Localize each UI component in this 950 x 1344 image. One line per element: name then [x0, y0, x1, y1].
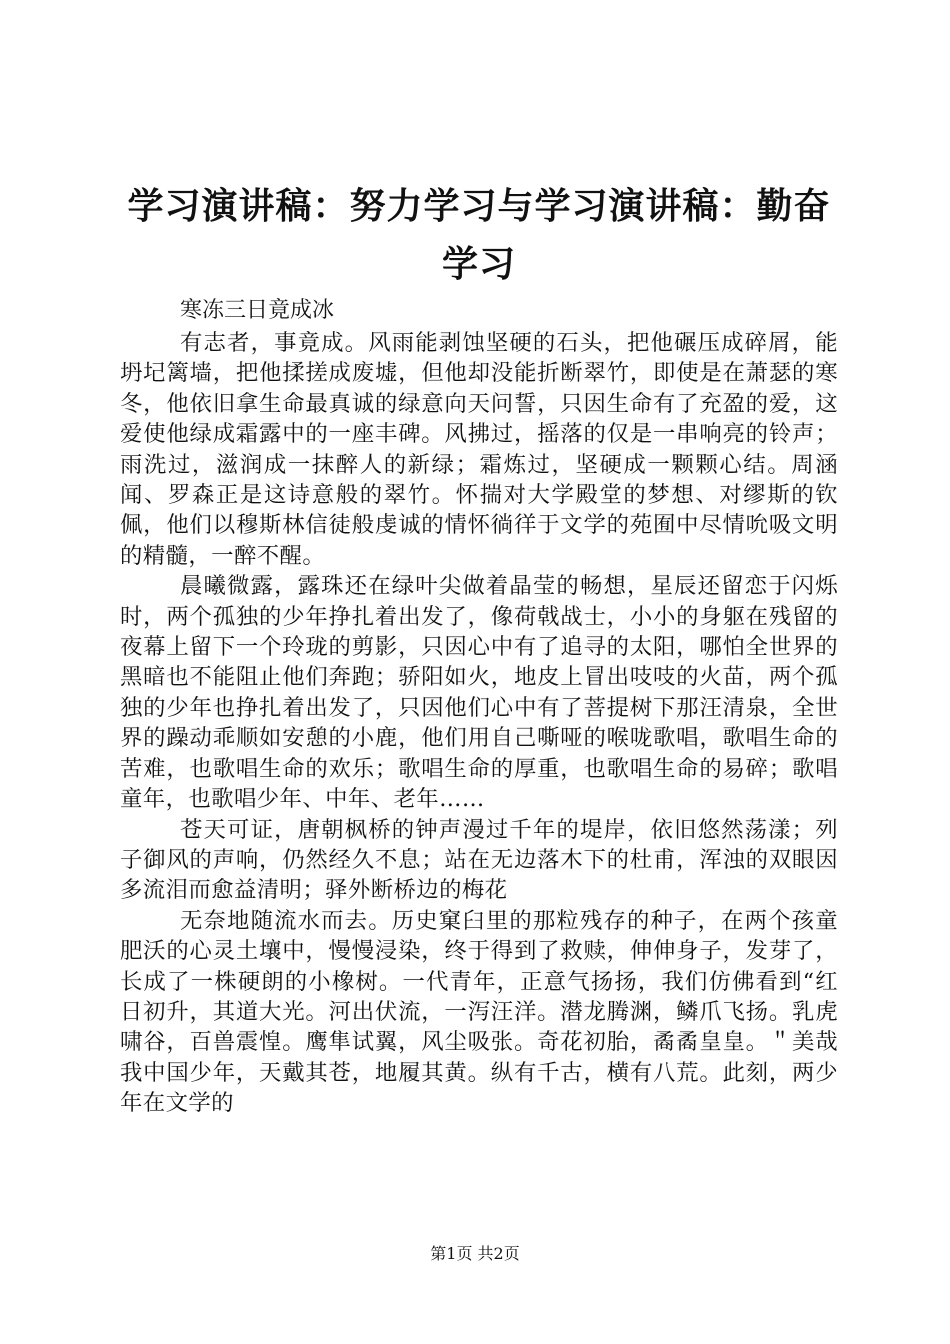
subtitle-line: 寒冻三日竟成冰	[180, 298, 335, 323]
paragraph-4: 无奈地随流水而去。历史窠臼里的那粒残存的种子，在两个孩童肥沃的心灵土壤中，慢慢浸染，终于得到了救赎，伸伸身子，发芽了，长成了一株硬朗的小橡树。一代青年，正意气扬扬，我们仿佛看到“红日初升，其道大光。河出伏流，一泻汪洋。潜龙腾渊，鳞爪飞扬。乳虎啸谷，百兽震惶。鹰隼试翼，风尘吸张。奇花初胎，矞矞皇皇。＂美哉我中国少年，天戴其苍，地履其黄。纵有千古，横有八荒。此刻，两少年在文学的	[120, 907, 838, 1117]
document-body	[120, 328, 838, 1119]
paragraph-3: 苍天可证，唐朝枫桥的钟声漫过千年的堤岸，依旧悠然荡漾；列子御风的声响，仍然经久不息；站在无边落木下的杜甫，浑浊的双眼因多流泪而愈益清明；驿外断桥边的梅花	[120, 816, 838, 904]
paragraph-1: 有志者，事竟成。风雨能剥蚀坚硬的石头，把他碾压成碎屑，能坍圮篱墙，把他揉搓成废墟，但他却没能折断翠竹，即使是在萧瑟的寒冬，他依旧拿生命最真诚的绿意向天问誓，只因生命有了充盈的爱，这爱使他绿成霜露中的一座丰碑。风拂过，摇落的仅是一串响亮的铃声；雨洗过，滋润成一抹醉人的新绿；霜炼过，坚硬成一颗颗心结。周涵闻、罗森正是这诗意般的翠竹。怀揣对大学殿堂的梦想、对缪斯的钦佩，他们以穆斯林信徒般虔诚的情怀徜徉于文学的苑囿中尽情吮吸文明的精髓，一醉不醒。	[120, 330, 838, 569]
paragraph-2: 晨曦微露，露珠还在绿叶尖做着晶莹的畅想，星辰还留恋于闪烁时，两个孤独的少年挣扎着出发了，像荷戟战士，小小的身躯在残留的夜幕上留下一个玲珑的剪影，只因心中有了追寻的太阳，哪怕全世界的黑暗也不能阻止他们奔跑；骄阳如火，地皮上冒出吱吱的火苗，两个孤独的少年也挣扎着出发了，只因他们心中有了菩提树下那汪清泉，全世界的躁动乖顺如安憩的小鹿，他们用自己嘶哑的喉咙歌唱，歌唱生命的苦难，也歌唱生命的欢乐；歌唱生命的厚重，也歌唱生命的易碎；歌唱童年，也歌唱少年、中年、老年……	[120, 573, 838, 813]
page-title: 学习演讲稿：努力学习与学习演讲稿：勤奋学习	[127, 186, 831, 285]
page-number-footer: 第1页 共2页	[430, 1244, 520, 1263]
